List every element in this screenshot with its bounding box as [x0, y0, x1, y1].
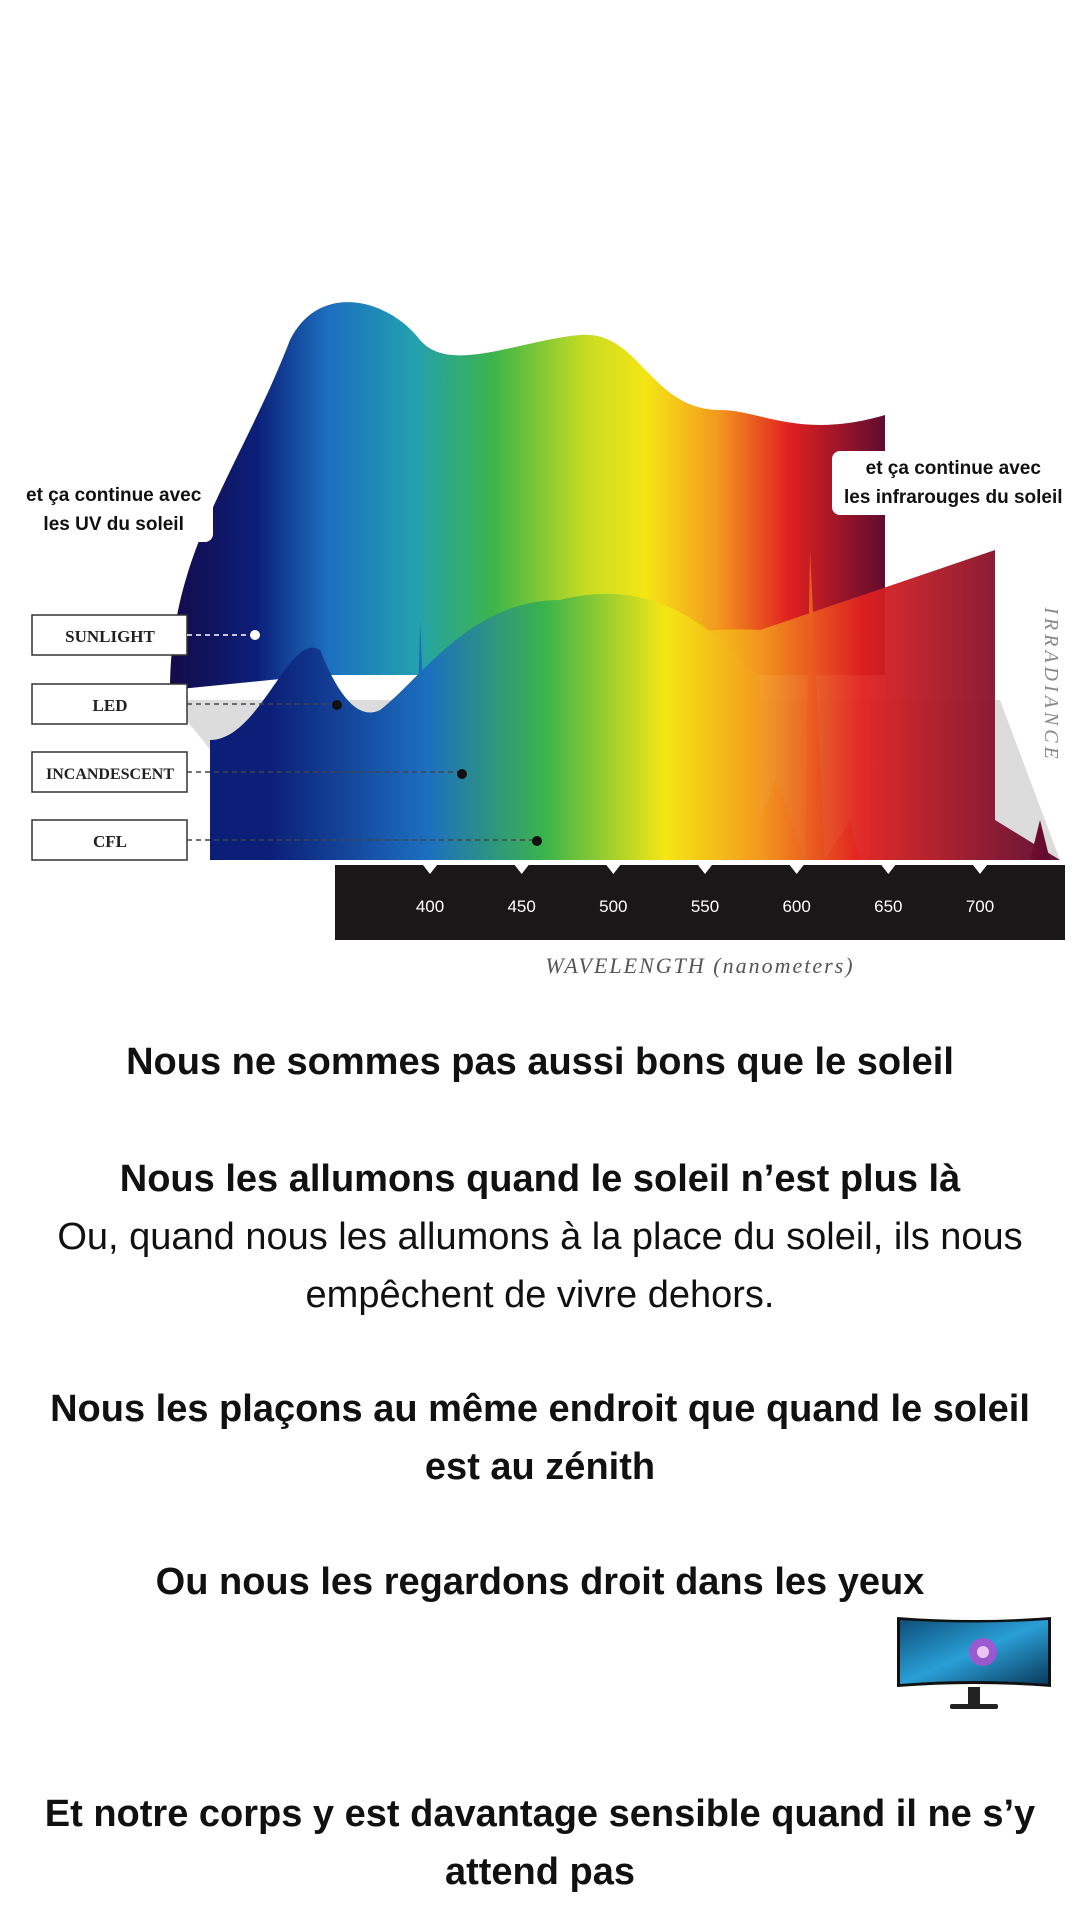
paragraph-outdoor: Ou, quand nous les allumons à la place du soleil, ils nous empêchent de vivre dehors. [57, 1216, 1023, 1316]
heading-eyes: Ou nous les regardons droit dans les yeux [155, 1561, 925, 1603]
ir-callout-line1: et ça continue avec [865, 458, 1041, 479]
heading-body-sensitivity: Et notre corps y est davantage sensible quand il ne s’y attend pas [44, 1793, 1036, 1893]
uv-callout [14, 478, 213, 542]
ir-callout-line2: les infrarouges du soleil [844, 487, 1063, 508]
spectrum-chart [0, 300, 1080, 1000]
axis-tick-label: 650 [874, 897, 903, 916]
legend-incandescent-label: INCANDESCENT [45, 766, 175, 783]
block-night-use [40, 1150, 1040, 1324]
x-axis-label: WAVELENGTH (nanometers) [545, 953, 855, 978]
axis-tick-label: 400 [415, 897, 445, 916]
ir-callout [832, 451, 1075, 515]
monitor-image [895, 1615, 1053, 1715]
y-axis-label: IRRADIANCE [1040, 607, 1062, 763]
legend-cfl-label: CFL [93, 832, 127, 851]
uv-callout-line2: les UV du soleil [43, 514, 184, 535]
heading-night-use: Nous les allumons quand le soleil n’est plus là [119, 1158, 961, 1200]
uv-callout-line1: et ça continue avec [26, 485, 202, 506]
axis-tick-label: 550 [690, 897, 720, 916]
axis-tick-label: 500 [599, 897, 628, 916]
legend-sunlight-label: SUNLIGHT [65, 627, 155, 646]
heading-zenith: Nous les plaçons au même endroit que quand le soleil est au zénith [50, 1388, 1030, 1488]
axis-tick-label: 700 [965, 897, 995, 916]
heading-sun-comparison: Nous ne sommes pas aussi bons que le soleil [126, 1041, 954, 1083]
axis-tick-label: 450 [507, 897, 536, 916]
axis-tick-label: 600 [782, 897, 811, 916]
legend-led-label: LED [92, 696, 128, 715]
